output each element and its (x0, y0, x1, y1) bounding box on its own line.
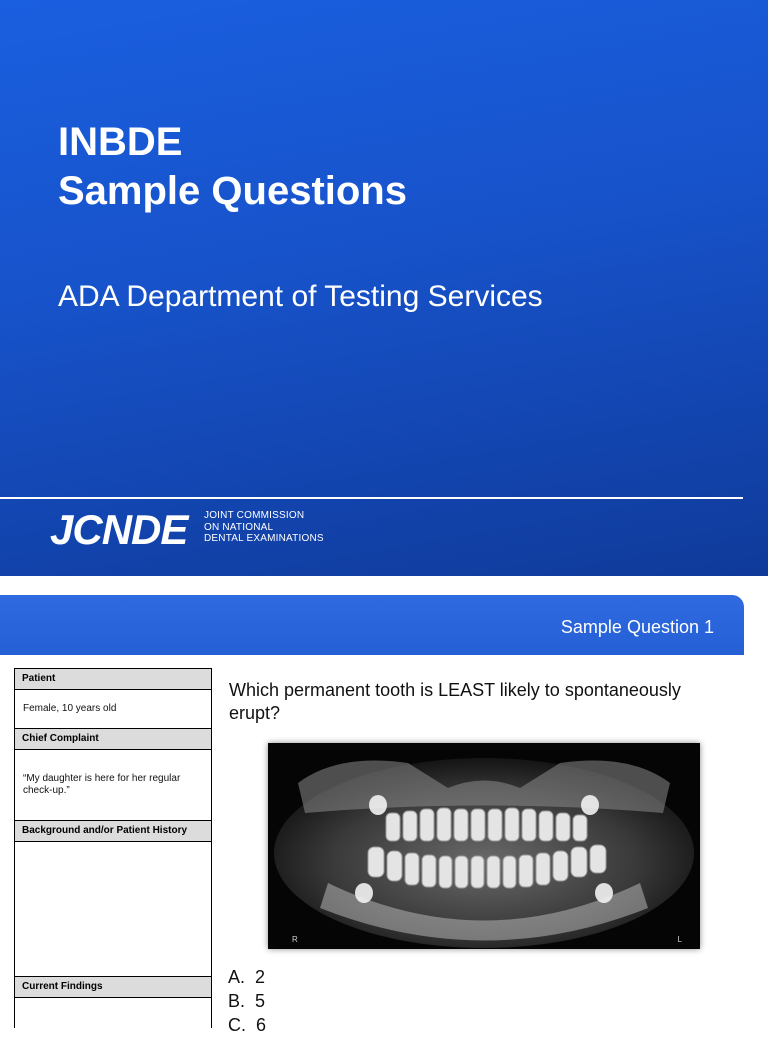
history-header: Background and/or Patient History (15, 820, 211, 842)
patient-info-panel (14, 668, 212, 1028)
chief-complaint-header: Chief Complaint (15, 728, 211, 750)
current-findings-value (15, 998, 211, 1038)
answer-choice-b[interactable]: B. 5 (228, 991, 266, 1011)
slide-gap (0, 576, 768, 595)
slide-subtitle: ADA Department of Testing Services (58, 280, 543, 313)
question-header-bar (0, 595, 744, 655)
xray-right-marker: R (292, 935, 298, 944)
chief-complaint-text: “My daughter is here for her regular check-up.” (23, 773, 181, 796)
current-findings-header: Current Findings (15, 976, 211, 998)
jcnde-logo-text (204, 510, 324, 545)
logo-text-line-3: DENTAL EXAMINATIONS (204, 533, 324, 544)
jcnde-logo: JCNDE (50, 506, 188, 553)
answer-choice-c[interactable]: C. 6 (228, 1015, 267, 1035)
logo-text-line-1: JOINT COMMISSION (204, 510, 305, 521)
title-line-2: Sample Questions (58, 169, 407, 213)
title-line-1: INBDE (58, 120, 183, 164)
slide-title (58, 118, 407, 216)
patient-value (15, 690, 211, 728)
question-number-label: Sample Question 1 (560, 617, 714, 637)
answer-choice-a[interactable]: A. 2 (228, 967, 266, 987)
patient-header: Patient (15, 669, 211, 690)
divider-line (0, 497, 743, 499)
answer-choices (228, 965, 266, 1037)
xray-graphic (268, 743, 700, 949)
chief-complaint-value (15, 750, 211, 820)
question-text: Which permanent tooth is LEAST likely to spontaneously erupt? (229, 680, 681, 723)
panoramic-xray-image (268, 743, 700, 949)
question-slide (0, 595, 768, 1035)
patient-value-text: Female, 10 years old (23, 703, 117, 714)
logo-text-line-2: ON NATIONAL (204, 521, 274, 533)
history-value (15, 842, 211, 976)
xray-left-marker: L (677, 935, 682, 944)
